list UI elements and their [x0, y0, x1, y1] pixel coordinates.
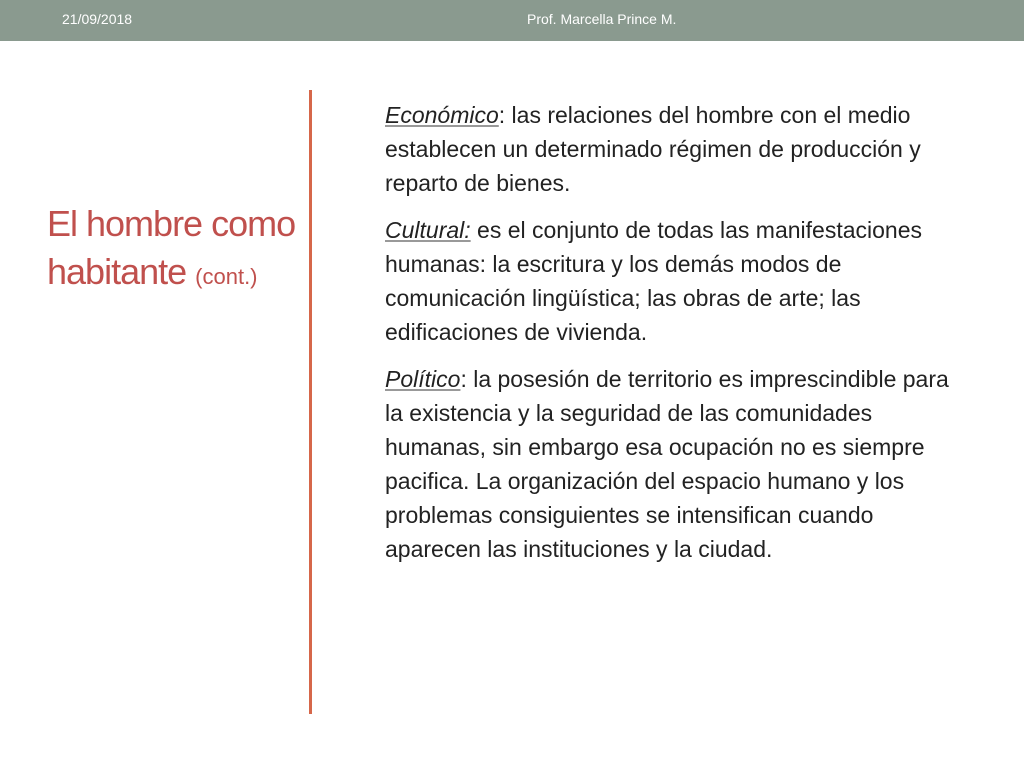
- header-author: Prof. Marcella Prince M.: [527, 11, 677, 27]
- term-economico: Económico: [385, 102, 499, 128]
- paragraph-politico: [385, 362, 965, 566]
- paragraph-text: : la posesión de territorio es imprescindible para la existencia y la seguridad de las comunidades humanas, sin embargo esa ocupación no es siempre pacifica. La organización del espacio humano y los problemas consiguientes se intensifican cuando aparecen las instituciones y la ciudad.: [385, 366, 949, 562]
- slide-title: [47, 200, 307, 301]
- slide-title-main: El hombre como habitante: [47, 203, 296, 292]
- paragraph-cultural: [385, 213, 965, 349]
- term-cultural: Cultural:: [385, 217, 471, 243]
- paragraph-text: es el conjunto de todas las manifestaciones humanas: la escritura y los demás modos de comunicación lingüística; las obras de arte; las edificaciones de vivienda.: [385, 217, 922, 345]
- slide-body: [385, 98, 965, 579]
- slide-title-suffix: (cont.): [195, 264, 258, 289]
- header-date: 21/09/2018: [62, 11, 133, 27]
- slide-header-bar: [0, 0, 1024, 41]
- term-politico: Político: [385, 366, 461, 392]
- paragraph-economico: [385, 98, 965, 200]
- paragraph-text: : las relaciones del hombre con el medio establecen un determinado régimen de producción y reparto de bienes.: [385, 102, 921, 196]
- vertical-divider: [309, 90, 312, 714]
